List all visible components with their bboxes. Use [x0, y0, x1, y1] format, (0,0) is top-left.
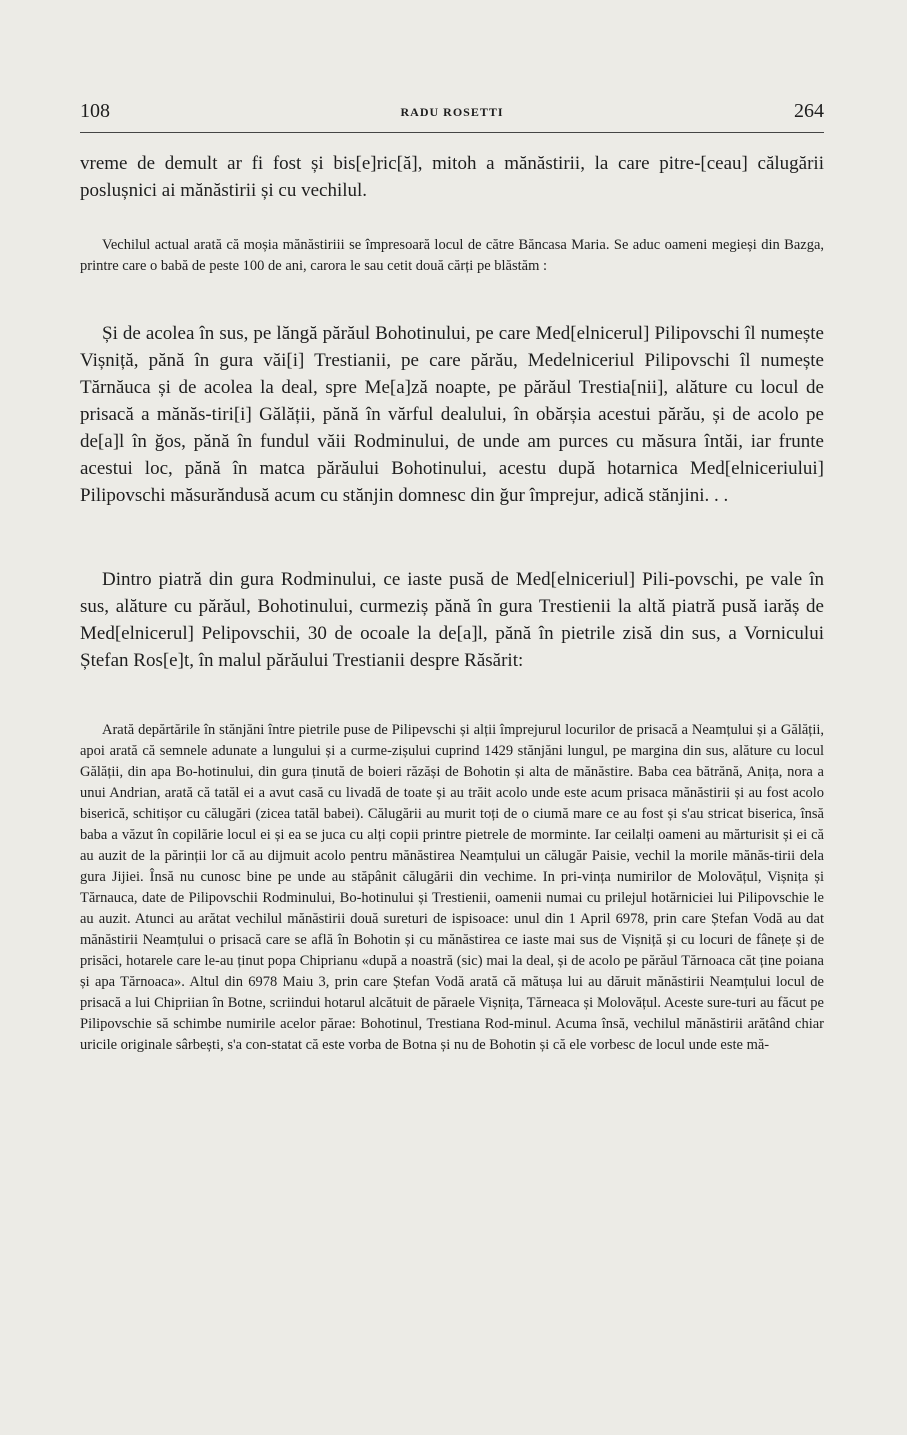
paragraph-note-testimony: Arată depărtările în stănjăni între pietrile puse de Pilipevschi și alții împrejurul locurilor de prisacă a Neamțului și a Gălății, apoi arată că semnele adunate a lungului și a curme-zișului cuprind 1429 stănjăni lungul, pe margina din sus, alăture cu locul Gălății, din apa Bo-hotinului, din gura ținută de boieri răzăși de Bohotin și alta de mănăstire. Baba cea bătrănă, Anița, nora a unui Andrian, arată că tatăl ei a avut casă cu livadă de toate și au trăit acolo unde este acum prisaca mănăstirii și au fost acolo biserică, schitișor cu călugări (zicea tatăl babei). Călugării au murit toți de o ciumă mare ce au fost și s'au stricat biserica, însă baba a văzut în copilărie locul ei și ea se juca cu alți copii printre pietrele de morminte. Iar ceilalți oameni au mărturisit și ei că au auzit de la părinții lor că au dijmuit acolo pentru mănăstirea Neamțului un călugăr Paisie, vechil la morile mănăs-tirii dela gura Jijiei. Însă nu cunosc bine pe unde au stăpânit călugării din vechime. In pri-vința numirilor de Molovățul, Vișnița și Tărnauca, date de Pilipovschii Rodminului, Bo-hotinului și Trestienii, oamenii numai cu prilejul hotărniciei lui Pilipovschie le au auzit. Atunci au arătat vechilul mănăstirii două sureturi de ispisoace: unul din 1 April 6978, prin care Ștefan Vodă au dat mănăstirii Neamțului o prisacă care se află în Bohotin și cu mănăstirea ce iaste mai sus de Vișniță și cu locuri de fânețe și de prisăci, hotarele care le-au ținut popa Chiprianu «după a noastră (sic) mai la deal, și de acolo pe părăul Tărnoaca căt ține poiana și apa Tărnoaca». Altul din 6978 Maiu 3, prin care Ștefan Vodă arată că mătușa lui au dăruit mănăstirii Neamțului locul de prisacă a lui Chipriian în Botne, scriindui hotarul alcătuit de păraele Vișnița, Tărneaca și Molovățul. Aceste sure-turi au făcut pe Pilipovschie să schimbe numirile acelor părae: Bohotinul, Trestiana Rod-minul. Acuma însă, vechilul mănăstirii arătând chiar uricile originale sârbești, s'a con-statat că este vorba de Botna și nu de Bohotin și că ele vorbesc de locul unde este mă-	[80, 722, 824, 1053]
running-title: RADU ROSETTI	[400, 105, 504, 119]
paragraph-quote-boundary: Și de acolea în sus, pe lăngă părăul Bohotinului, pe care Med[elnicerul] Pilipovschi îl numește Vișniță, pănă în gura văi[i] Trestianii, pe care părău, Medelniceriul Pilipovschi îl numește Tărnăuca și de acolea la deal, spre Me[a]ză noapte, pe părăul Trestia[nii], alăture cu locul de prisacă a mănăs-tiri[i] Gălății, pănă în vărful dealului, în obărșia acestui părău, și de acolo pe de[a]l în ğos, pănă în fundul văii Rodminului, de unde am purces cu măsura întăi, iar frunte acestui loc, pănă în matca părăului Bohotinului, acestu după hotarnica Med[elniceriului] Pilipovschi măsurăndusă acum cu stănjin domnesc din ğur împrejur, adică stănjini. . .	[80, 323, 824, 506]
page-number-left: 108	[80, 100, 110, 122]
paragraph-quote-stone: Dintro piatră din gura Rodminului, ce iaste pusă de Med[elniceriul] Pili-povschi, pe vale în sus, alăture cu părăul, Bohotinului, curmeziș pănă în gura Trestienii la altă piatră pusă iarăș de Med[elnicerul] Pelipovschii, 30 de ocoale la de[a]l, pănă în pietrile zisă din sus, a Vornicului Ștefan Ros[e]t, în malul părăului Trestianii despre Răsărit:	[80, 569, 824, 671]
page-header	[80, 96, 824, 133]
paragraph-note-vechil: Vechilul actual arată că moșia mănăstiriii se împresoară locul de către Băncasa Maria. Se aduc oameni megieși din Bazga, printre care o babă de peste 100 de ani, carora le sau cetit două cărți pe blăstăm :	[80, 237, 824, 274]
paragraph-intro: vreme de demult ar fi fost și bis[e]ric[ă], mitoh a mănăstirii, la care pitre-[ceau] călugării poslușnici ai mănăstirii și cu vechilul.	[80, 153, 824, 201]
page-number-right: 264	[794, 100, 824, 122]
